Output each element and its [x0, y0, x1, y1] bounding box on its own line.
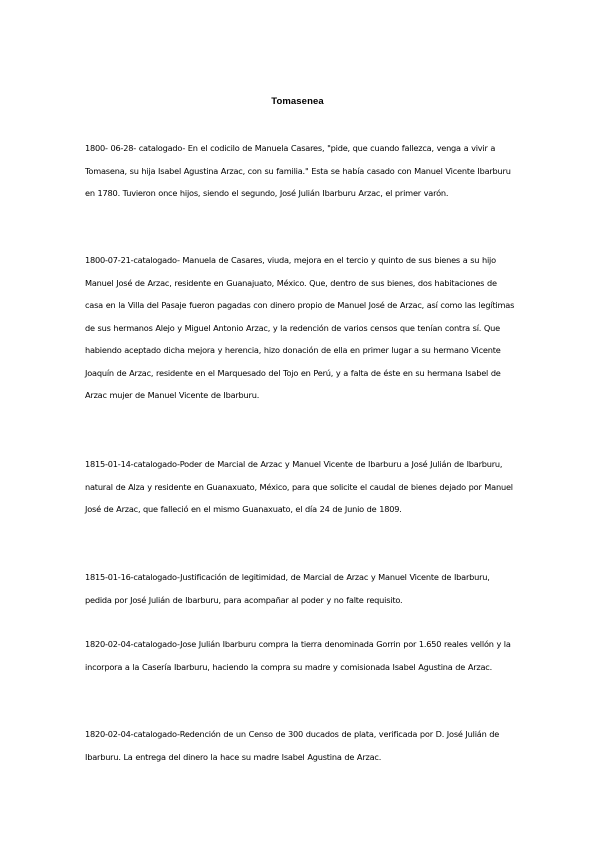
document-entry-1815-01-16: 1815-01-16-catalogado-Justificación de legitimidad, de Marcial de Arzac y Manuel Vicente de Ibarburu, pedida por José Julián de Ibarburu, para acompañar al poder y no falte requisito. — [85, 572, 490, 605]
document-entry-1800-06-28: 1800- 06-28- catalogado- En el codicilo de Manuela Casares, "pide, que cuando fallezca, venga a vivir a Tomasena, su hija Isabel Agustina Arzac, con su familia." Esta se había casado con Manuel Vicente Ibarburu en 1780. Tuvieron once hijos, siendo el segundo, José Julián Ibarburu Arzac, el primer varón. — [85, 143, 511, 198]
document-entry-1820-02-04-compra: 1820-02-04-catalogado-Jose Julián Ibarburu compra la tierra denominada Gorrin por 1.650 reales vellón y la incorpora a la Casería Ibarburu, haciendo la compra su madre y comisionada Isabel Agustina de Arzac. — [85, 639, 511, 672]
document-entry-1815-01-14: 1815-01-14-catalogado-Poder de Marcial de Arzac y Manuel Vicente de Ibarburu a José Julián de Ibarburu, natural de Alza y residente en Guanaxuato, México, para que solicite el caudal de bienes dejado por Manuel José de Arzac, que falleció en el mismo Guanaxuato, el día 24 de Junio de 1809. — [85, 459, 513, 514]
document-title: Tomasenea — [271, 96, 324, 107]
document-entry-1820-02-04-redencion: 1820-02-04-catalogado-Redención de un Censo de 300 ducados de plata, verificada por D. José Julián de Ibarburu. La entrega del dinero la hace su madre Isabel Agustina de Arzac. — [85, 729, 500, 762]
document-entry-1800-07-21: 1800-07-21-catalogado- Manuela de Casares, viuda, mejora en el tercio y quinto de sus bienes a su hijo Manuel José de Arzac, residente en Guanajuato, México. Que, dentro de sus bienes, dos habitaciones de casa en la Villa del Pasaje fueron pagadas con dinero propio de Manuel José de Arzac, así como las legítimas de sus hermanos Alejo y Miguel Antonio Arzac, y la redención de varios censos que tenían contra sí. Que habiendo aceptado dicha mejora y herencia, hizo donación de ella en primer lugar a su hermano Vicente Joaquín de Arzac, residente en el Marquesado del Tojo en Perú, y a falta de éste en su hermana Isabel de Arzac mujer de Manuel Vicente de Ibarburu. — [85, 255, 515, 400]
